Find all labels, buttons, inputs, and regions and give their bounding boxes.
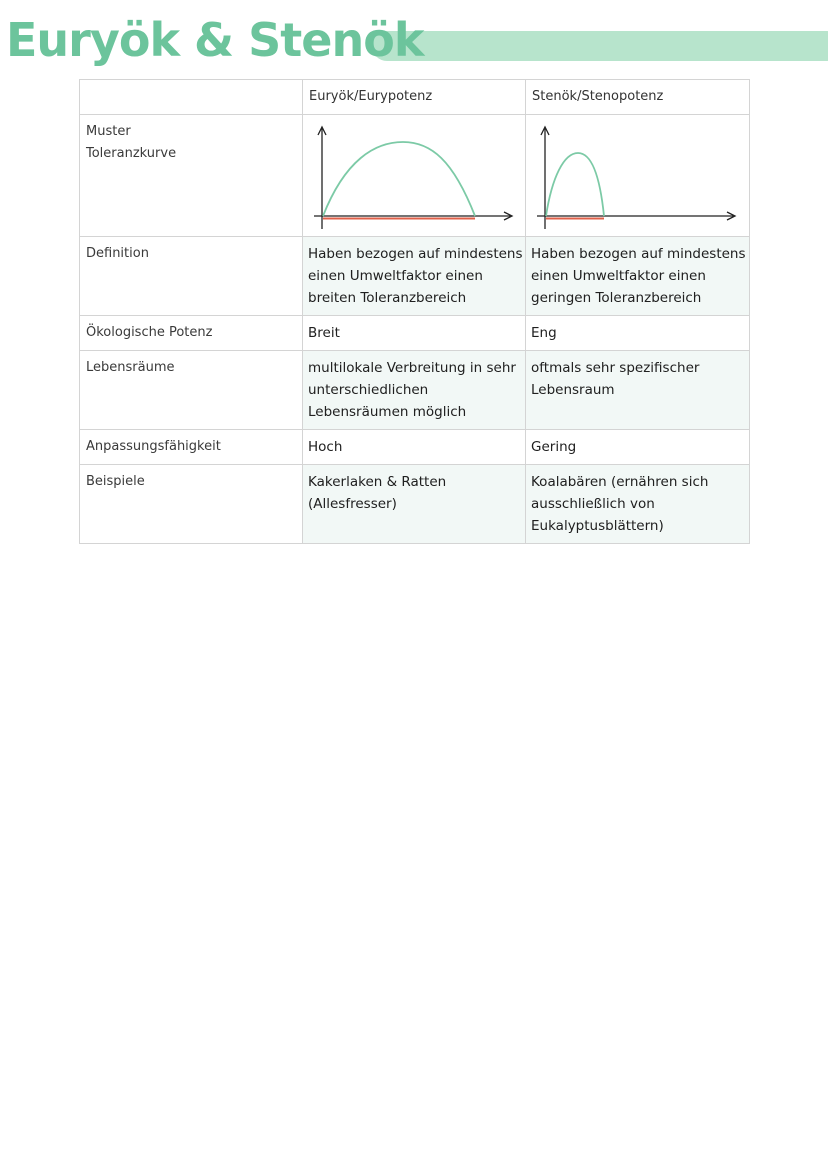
row-beispiele: [80, 465, 750, 544]
text-line: breiten Toleranzbereich: [308, 290, 467, 306]
eury-anpassung: Hoch: [303, 430, 526, 465]
text-line: Lebensraum: [531, 382, 615, 398]
label-muster-line: Muster: [86, 124, 131, 139]
steno-curve: [546, 153, 604, 216]
steno-potenz: Eng: [526, 316, 750, 351]
label-beispiele: Beispiele: [80, 465, 303, 544]
row-muster: [80, 115, 750, 237]
steno-beispiele: [526, 465, 750, 544]
label-potenz: Ökologische Potenz: [80, 316, 303, 351]
eury-curve: [323, 142, 475, 216]
header-eury: Euryök/Eurypotenz: [303, 80, 526, 115]
text-line: einen Umweltfaktor einen: [531, 268, 706, 284]
text-line: Haben bezogen auf mindestens: [308, 246, 523, 262]
steno-definition: [526, 237, 750, 316]
steno-anpassung: Gering: [526, 430, 750, 465]
text-line: geringen Toleranzbereich: [531, 290, 702, 306]
label-definition: Definition: [80, 237, 303, 316]
text-line: Haben bezogen auf mindestens: [531, 246, 746, 262]
label-anpassung: Anpassungsfähigkeit: [80, 430, 303, 465]
header-steno: Stenök/Stenopotenz: [526, 80, 750, 115]
label-muster-line: Toleranzkurve: [86, 146, 177, 161]
eury-curve-cell: [303, 115, 526, 237]
header-corner-cell: [80, 80, 303, 115]
row-anpassung: [80, 430, 750, 465]
steno-lebensraeume: [526, 351, 750, 430]
text-line: ausschließlich von: [531, 496, 655, 512]
text-line: unterschiedlichen: [308, 382, 429, 398]
row-lebensraeume: [80, 351, 750, 430]
text-line: (Allesfresser): [308, 496, 397, 512]
row-potenz: [80, 316, 750, 351]
label-muster: [80, 115, 303, 237]
eury-tolerance-chart: [303, 115, 525, 236]
row-definition: [80, 237, 750, 316]
eury-potenz: Breit: [303, 316, 526, 351]
label-lebensraeume: Lebensräume: [80, 351, 303, 430]
text-line: oftmals sehr spezifischer: [531, 360, 700, 376]
text-line: Eukalyptusblättern): [531, 518, 664, 534]
page-title: Euryök & Stenök: [6, 13, 424, 67]
eury-lebensraeume: [303, 351, 526, 430]
steno-tolerance-chart: [526, 115, 749, 236]
text-line: Kakerlaken & Ratten: [308, 474, 447, 490]
steno-curve-cell: [526, 115, 750, 237]
text-line: multilokale Verbreitung in sehr: [308, 360, 516, 376]
text-line: einen Umweltfaktor einen: [308, 268, 483, 284]
text-line: Lebensräumen möglich: [308, 404, 467, 420]
comparison-table: [79, 79, 750, 544]
eury-definition: [303, 237, 526, 316]
header-row: [80, 80, 750, 115]
eury-beispiele: [303, 465, 526, 544]
title-accent-bar: [372, 31, 828, 61]
text-line: Koalabären (ernähren sich: [531, 474, 709, 490]
